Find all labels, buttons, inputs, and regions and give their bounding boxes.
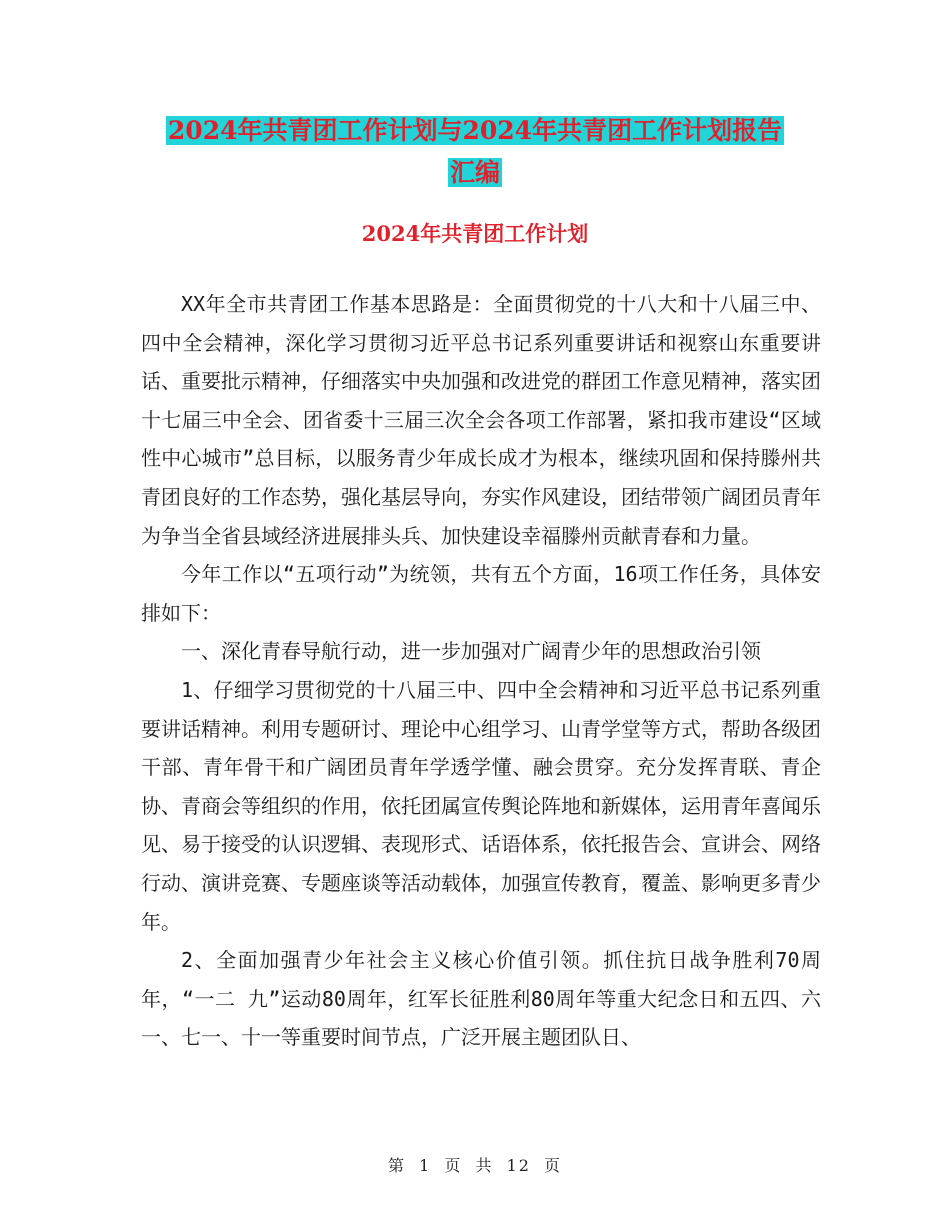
- section-title: 2024年共青团工作计划: [361, 221, 589, 246]
- title-highlight-1: 2024年共青团工作计划与2024年共青团工作计划报告: [167, 116, 783, 145]
- footer-label-total-unit: 页: [544, 1156, 563, 1175]
- paragraph-2: 今年工作以“五项行动”为统领，共有五个方面，16项工作任务，具体安排如下：: [141, 562, 821, 625]
- document-title-line-2: [0, 156, 950, 190]
- document-title-line-1: [0, 114, 950, 148]
- footer-label-page: 第: [387, 1156, 406, 1175]
- paragraph-5: 2、全面加强青少年社会主义核心价值引领。抓住抗日战争胜利70周年，“一二 九”运动80周年，红军长征胜利80周年等重大纪念日和五四、六一、七一、十一等重要时间节点，广泛开展主题团队日、: [141, 948, 821, 1050]
- paragraph-1: XX年全市共青团工作基本思路是：全面贯彻党的十八大和十八届三中、四中全会精神，深化学习贯彻习近平总书记系列重要讲话和视察山东重要讲话、重要批示精神，仔细落实中央加强和改进党的群团工作意见精神，落实团十七届三中全会、团省委十三届三次全会各项工作部署，紧扣我市建设“区域性中心城市”总目标，以服务青少年成长成才为根本，继续巩固和保持滕州共青团良好的工作态势，强化基层导向，夯实作风建设，团结带领广阔团员青年为争当全省县域经济进展排头兵、加快建设幸福滕州贡献青春和力量。: [141, 292, 821, 548]
- page-footer: [0, 1153, 950, 1176]
- footer-current-page: 1: [419, 1156, 432, 1175]
- title-highlight-2: 汇编: [449, 158, 500, 187]
- footer-label-page-unit: 页: [444, 1156, 463, 1175]
- paragraph-3: 一、深化青春导航行动，进一步加强对广阔青少年的思想政治引领: [181, 639, 761, 664]
- document-body: [141, 285, 821, 1057]
- footer-label-total: 共: [475, 1156, 494, 1175]
- footer-total-pages: 12: [506, 1156, 531, 1175]
- paragraph-4: 1、仔细学习贯彻党的十八届三中、四中全会精神和习近平总书记系列重要讲话精神。利用专题研讨、理论中心组学习、山青学堂等方式，帮助各级团干部、青年骨干和广阔团员青年学透学懂、融会贯穿。充分发挥青联、青企协、青商会等组织的作用，依托团属宣传舆论阵地和新媒体，运用青年喜闻乐见、易于接受的认识逻辑、表现形式、话语体系，依托报告会、宣讲会、网络行动、演讲竞赛、专题座谈等活动载体，加强宣传教育，覆盖、影响更多青少年。: [141, 677, 821, 934]
